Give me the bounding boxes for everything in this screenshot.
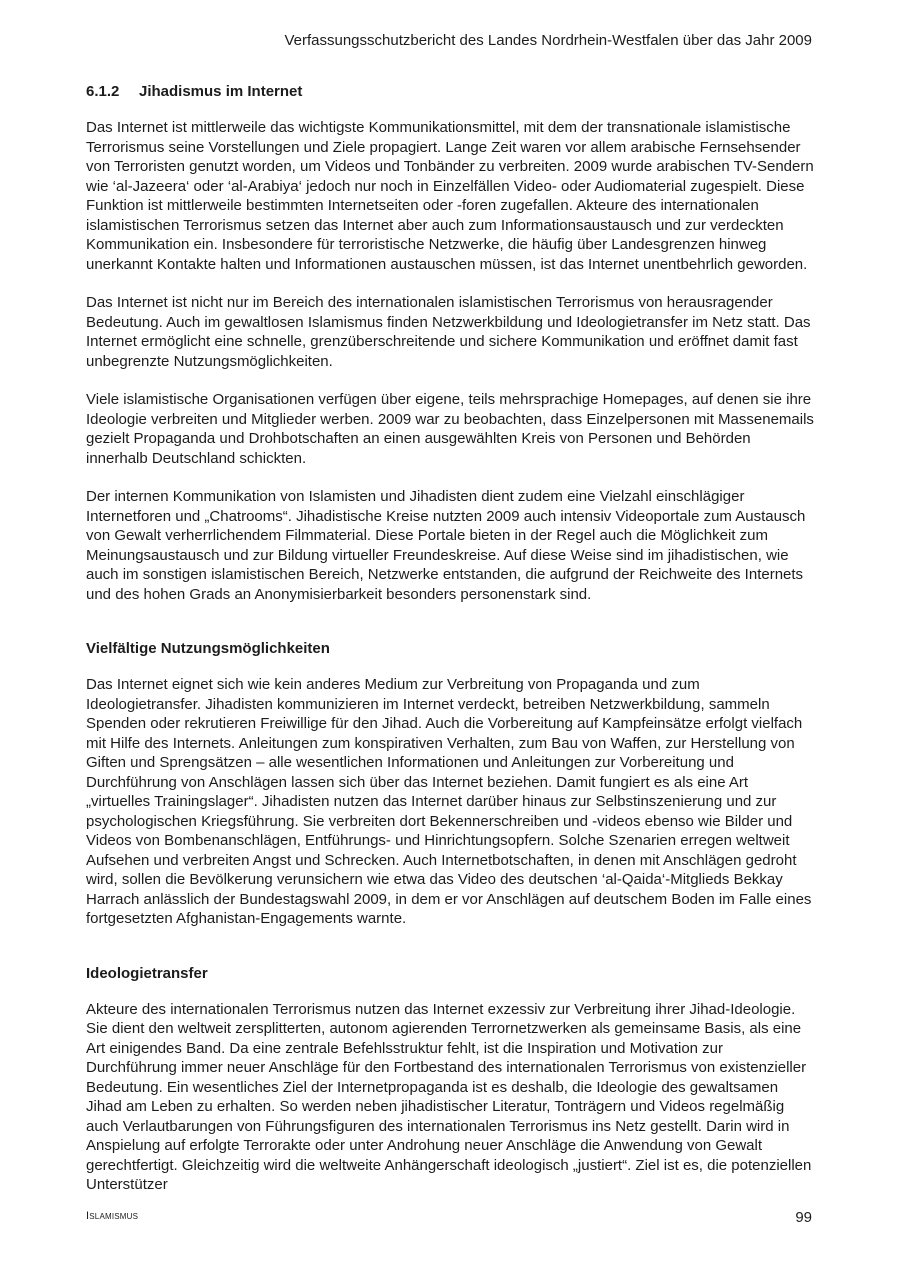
section-number: 6.1.2 [86, 83, 120, 100]
footer-chapter: Islamismus [86, 1210, 139, 1222]
paragraph: Akteure des internationalen Terrorismus nutzen das Internet exzessiv zur Verbreitung ihrer Jihad-Ideologie. Sie dient den weltweit zersplitterten, autonom agierenden Terrornetzwerken als gemeinsame Basis, als eine Art einigendes Band. Da eine zentrale Befehlsstruktur fehlt, ist die Inspiration und Motivation zur Durchführung immer neuer Anschläge für den Fortbestand des internationalen Terrorismus von existenzieller Bedeutung. Ein wesentliches Ziel der Internetpropaganda ist es deshalb, die Ideologie des gewaltsamen Jihad am Leben zu erhalten. So werden neben jihadistischer Literatur, Tonträgern und Videos regelmäßig auch Verlautbarungen von Führungsfiguren des internationalen Terrorismus ins Netz gestellt. Darin wird in Anspielung auf erfolgte Terrorakte oder unter Androhung neuer Anschläge die Anwendung von Gewalt gerechtfertigt. Gleichzeitig wird die weltweite Anhängerschaft ideologisch „justiert“. Ziel ist es, die potenziellen Unterstützer [86, 1000, 812, 1193]
paragraph: Viele islamistische Organisationen verfügen über eigene, teils mehrsprachige Homepages, auf denen sie ihre Ideologie verbreiten und Mitglieder werben. 2009 war zu beobachten, dass Einzelpersonen mit Massenemails gezielt Propaganda und Drohbotschaften an einen ausgewählten Kreis von Personen und Behörden innerhalb Deutschland schickten. [86, 391, 814, 467]
running-header: Verfassungsschutzbericht des Landes Nordrhein-Westfalen über das Jahr 2009 [284, 32, 812, 49]
subheading-ideology: Ideologietransfer [86, 964, 208, 982]
section-title: Jihadismus im Internet [139, 83, 303, 100]
section-heading [86, 81, 814, 102]
paragraph: Der internen Kommunikation von Islamisten und Jihadisten dient zudem eine Vielzahl einschlägiger Internetforen und „Chatrooms“. Jihadistische Kreise nutzten 2009 auch intensiv Videoportale zum Austausch von Gewalt verherrlichendem Filmmaterial. Diese Portale bieten in der Regel auch die Möglichkeit zum Meinungsaustausch und zur Bildung virtueller Freundeskreise. Auf diese Weise sind im jihadistischen, wie auch im sonstigen islamistischen Bereich, Netzwerke entstanden, die aufgrund der Reichweite des Internets und des hohen Grads an Anonymisierbarkeit besonders personenstark sind. [86, 488, 806, 603]
subheading-usage: Vielfältige Nutzungsmöglichkeiten [86, 640, 330, 657]
page-body [86, 81, 814, 1214]
page-number: 99 [795, 1209, 812, 1226]
paragraph: Das Internet ist mittlerweile das wichtigste Kommunikationsmittel, mit dem der transnationale islamistische Terrorismus seine Vorstellungen und Ziele propagiert. Lange Zeit waren vor allem arabische Fernsehsender von Terroristen genutzt worden, um Videos und Tonbänder zu verbreiten. 2009 wurde arabischen TV-Sendern wie ‘al-Jazeera‘ oder ‘al-Arabiya‘ jedoch nur noch in Einzelfällen Video- oder Audiomaterial zugespielt. Diese Funktion ist mittlerweile bestimmten Internetseiten oder -foren zugefallen. Akteure des internationalen islamistischen Terrorismus setzen das Internet aber auch zum Informationsaustausch und zur verdeckten Kommunikation ein. Insbesondere für terroristische Netzwerke, die häufig über Landesgrenzen hinweg unerkannt Kontakte halten und Informationen austauschen müssen, ist das Internet unentbehrlich geworden. [86, 119, 814, 273]
paragraph: Das Internet eignet sich wie kein anderes Medium zur Verbreitung von Propaganda und zum Ideologietransfer. Jihadisten kommunizieren im Internet verdeckt, betreiben Netzwerkbildung, sammeln Spenden oder rekrutieren Freiwillige für den Jihad. Auch die Vorbereitung auf Kampfeinsätze erfolgt vielfach mit Hilfe des Internets. Anleitungen zum konspirativen Verhalten, zum Bau von Waffen, zur Herstellung von Giften und Sprengsätzen – alle wesentlichen Informationen und Anleitungen zur Vorbereitung und Durchführung von Anschlägen lassen sich über das Internet beziehen. Damit fungiert es als eine Art „virtuelles Trainingslager“. Jihadisten nutzen das Internet darüber hinaus zur Selbstinszenierung und zur psychologischen Kriegsführung. Sie verbreiten dort Bekennerschreiben und -videos ebenso wie Bilder und Videos von Bombenanschlägen, Entführungs- und Hinrichtungsopfern. Solche Szenarien erregen weltweit Aufsehen und verbreiten Angst und Schrecken. Auch Internetbotschaften, in denen mit Anschlägen gedroht wird, sollen die Bevölkerung verunsichern wie etwa das Video des deutschen ‘al-Qaida‘-Mitglieds Bekkay Harrach anlässlich der Bundestagswahl 2009, in dem er vor Anschlägen auf deutschem Boden im Falle eines fortgesetzten Afghanistan-Engagements warnte. [86, 676, 812, 927]
paragraph: Das Internet ist nicht nur im Bereich des internationalen islamistischen Terrorismus von herausragender Bedeutung. Auch im gewaltlosen Islamismus finden Netzwerkbildung und Ideologietransfer im Netz statt. Das Internet ermöglicht eine schnelle, grenzüberschreitende und sichere Kommunikation und eröffnet damit fast unbegrenzte Nutzungsmöglichkeiten. [86, 294, 811, 370]
